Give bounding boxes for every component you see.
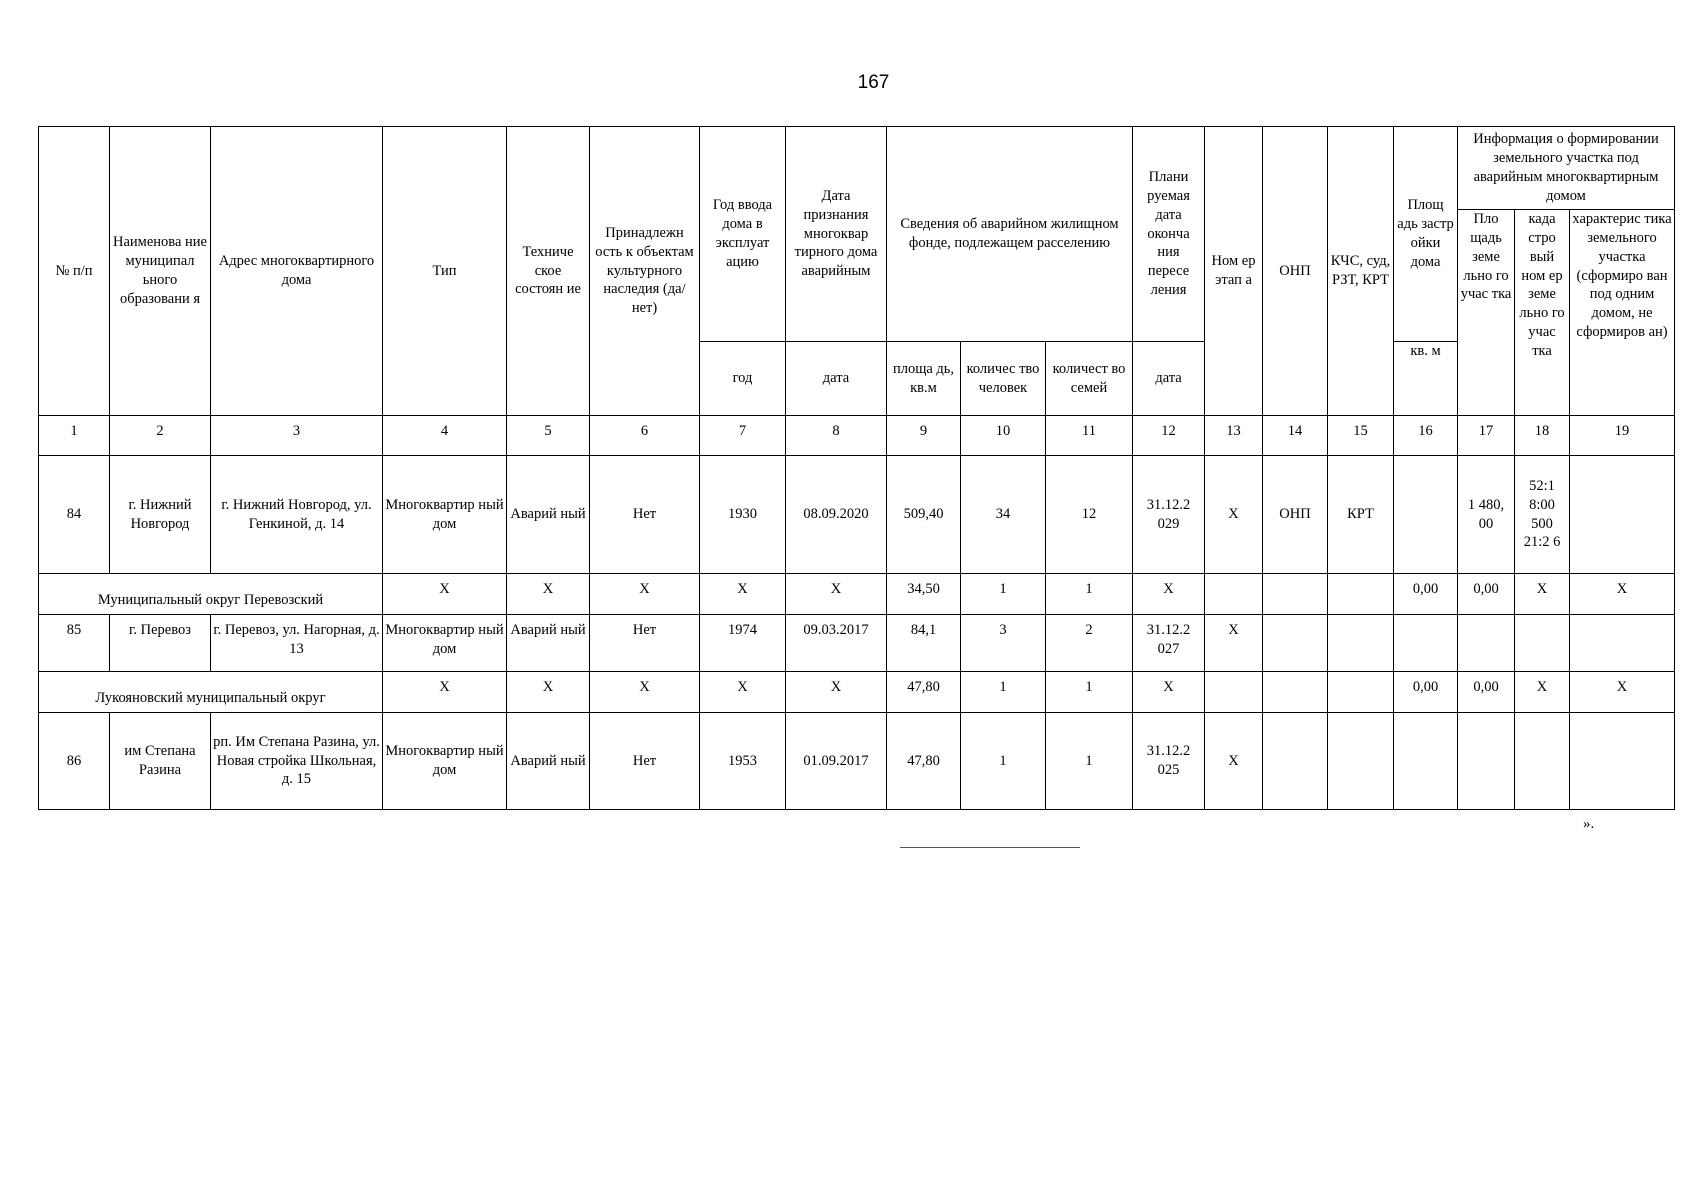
cell-end-date: 31.12.2 029: [1133, 456, 1205, 574]
subheader-date: дата: [786, 342, 887, 416]
cell-year: 1974: [700, 615, 786, 672]
subtotal-cell: 0,00: [1394, 672, 1458, 713]
subtotal-label: Лукояновский муниципальный округ: [39, 672, 383, 713]
cell-heritage: Нет: [590, 713, 700, 810]
table-row: [39, 615, 1675, 672]
closing-quote: ».: [1583, 816, 1595, 832]
separator-line: [900, 847, 1080, 848]
cell-address: г. Перевоз, ул. Нагорная, д. 13: [211, 615, 383, 672]
cell-land-char: [1570, 615, 1675, 672]
header-cadastral: када стро вый ном ер земе льно го учас тка: [1515, 210, 1570, 416]
subtotal-cell: Х: [1133, 672, 1205, 713]
col-number: 7: [700, 416, 786, 456]
col-number: 12: [1133, 416, 1205, 456]
col-number: 4: [383, 416, 507, 456]
subtotal-cell: 1: [1046, 574, 1133, 615]
subtotal-cell: [1205, 574, 1263, 615]
cell-kchs: [1328, 615, 1394, 672]
subheader-area: площа дь, кв.м: [887, 342, 961, 416]
subheader-end-date: дата: [1133, 342, 1205, 416]
cell-number: 85: [39, 615, 110, 672]
header-build-area: Площ адь застр ойки дома: [1394, 127, 1458, 342]
cell-type: Многоквартир ный дом: [383, 615, 507, 672]
subtotal-cell: [1328, 574, 1394, 615]
header-heritage: Принадлежн ость к объектам культурного наследия (да/нет): [590, 127, 700, 416]
cell-heritage: Нет: [590, 456, 700, 574]
cell-kchs: [1328, 713, 1394, 810]
subtotal-cell: Х: [1515, 574, 1570, 615]
col-number: 1: [39, 416, 110, 456]
col-number: 5: [507, 416, 590, 456]
cell-date: 01.09.2017: [786, 713, 887, 810]
cell-area: 47,80: [887, 713, 961, 810]
col-number: 6: [590, 416, 700, 456]
subtotal-cell: Х: [383, 574, 507, 615]
cell-families: 12: [1046, 456, 1133, 574]
subtotal-cell: Х: [383, 672, 507, 713]
subtotal-cell: Х: [786, 574, 887, 615]
header-land-char: характерис тика земельного участка (сформиро ван под одним домом, не сформиров ан): [1570, 210, 1675, 416]
header-year: Год ввода дома в эксплуат ацию: [700, 127, 786, 342]
header-recognition-date: Дата признания многоквар тирного дома аварийным: [786, 127, 887, 342]
cell-end-date: 31.12.2 027: [1133, 615, 1205, 672]
header-planned-end: Плани руемая дата оконча ния пересе ления: [1133, 127, 1205, 342]
cell-date: 08.09.2020: [786, 456, 887, 574]
subtotal-row: [39, 574, 1675, 615]
subheader-families: количест во семей: [1046, 342, 1133, 416]
subtotal-cell: Х: [700, 672, 786, 713]
cell-address: рп. Им Степана Разина, ул. Новая стройка Школьная, д. 15: [211, 713, 383, 810]
cell-municipality: г. Перевоз: [110, 615, 211, 672]
cell-people: 34: [961, 456, 1046, 574]
cell-address: г. Нижний Новгород, ул. Генкиной, д. 14: [211, 456, 383, 574]
cell-end-date: 31.12.2 025: [1133, 713, 1205, 810]
col-number: 8: [786, 416, 887, 456]
cell-land-area: 1 480, 00: [1458, 456, 1515, 574]
cell-state: Аварий ный: [507, 456, 590, 574]
cell-number: 84: [39, 456, 110, 574]
header-municipality: Наименова ние муниципал ьного образовани я: [110, 127, 211, 416]
cell-stage: Х: [1205, 456, 1263, 574]
subtotal-cell: [1263, 672, 1328, 713]
cell-land-area: [1458, 713, 1515, 810]
cell-number: 86: [39, 713, 110, 810]
col-number: 19: [1570, 416, 1675, 456]
header-tech-state: Техниче ское состоян ие: [507, 127, 590, 416]
cell-land-char: [1570, 456, 1675, 574]
subtotal-cell: 47,80: [887, 672, 961, 713]
subheader-build-area-unit: кв. м: [1394, 342, 1458, 416]
cell-kchs: КРТ: [1328, 456, 1394, 574]
cell-stage: Х: [1205, 713, 1263, 810]
subtotal-cell: [1263, 574, 1328, 615]
cell-area: 84,1: [887, 615, 961, 672]
cell-heritage: Нет: [590, 615, 700, 672]
header-land-area: Пло щадь земе льно го учас тка: [1458, 210, 1515, 416]
header-type: Тип: [383, 127, 507, 416]
header-address: Адрес многоквартирного дома: [211, 127, 383, 416]
subtotal-cell: Х: [590, 574, 700, 615]
cell-type: Многоквартир ный дом: [383, 456, 507, 574]
cell-year: 1953: [700, 713, 786, 810]
header-stage: Ном ер этап а: [1205, 127, 1263, 416]
cell-area: 509,40: [887, 456, 961, 574]
col-number: 9: [887, 416, 961, 456]
col-number: 13: [1205, 416, 1263, 456]
subtotal-cell: 1: [961, 574, 1046, 615]
cell-stage: Х: [1205, 615, 1263, 672]
col-number: 2: [110, 416, 211, 456]
subtotal-cell: 0,00: [1458, 574, 1515, 615]
col-number: 14: [1263, 416, 1328, 456]
subheader-people: количес тво человек: [961, 342, 1046, 416]
cell-land-char: [1570, 713, 1675, 810]
subtotal-cell: Х: [1133, 574, 1205, 615]
subtotal-cell: 1: [1046, 672, 1133, 713]
cell-families: 2: [1046, 615, 1133, 672]
cell-onp: ОНП: [1263, 456, 1328, 574]
subtotal-cell: Х: [786, 672, 887, 713]
subtotal-cell: 0,00: [1394, 574, 1458, 615]
subtotal-cell: Х: [1570, 574, 1675, 615]
subtotal-cell: 0,00: [1458, 672, 1515, 713]
header-land-info: Информация о формировании земельного участка под аварийным многоквартирным домом: [1458, 127, 1675, 210]
subtotal-cell: Х: [1515, 672, 1570, 713]
col-number: 11: [1046, 416, 1133, 456]
cell-cadastral: [1515, 615, 1570, 672]
col-number: 16: [1394, 416, 1458, 456]
col-number: 15: [1328, 416, 1394, 456]
cell-municipality: им Степана Разина: [110, 713, 211, 810]
subtotal-cell: Х: [700, 574, 786, 615]
header-number: № п/п: [39, 127, 110, 416]
cell-people: 1: [961, 713, 1046, 810]
table-row: [39, 713, 1675, 810]
col-number: 3: [211, 416, 383, 456]
subtotal-row: [39, 672, 1675, 713]
subheader-year: год: [700, 342, 786, 416]
cell-municipality: г. Нижний Новгород: [110, 456, 211, 574]
header-kchs: КЧС, суд, РЗТ, КРТ: [1328, 127, 1394, 416]
cell-cadastral: 52:1 8:00 500 21:2 6: [1515, 456, 1570, 574]
column-numbers-row: [39, 416, 1675, 456]
subtotal-cell: [1328, 672, 1394, 713]
cell-families: 1: [1046, 713, 1133, 810]
col-number: 17: [1458, 416, 1515, 456]
cell-state: Аварий ный: [507, 615, 590, 672]
subtotal-cell: Х: [507, 574, 590, 615]
cell-onp: [1263, 615, 1328, 672]
cell-people: 3: [961, 615, 1046, 672]
col-number: 10: [961, 416, 1046, 456]
subtotal-label: Муниципальный округ Перевозский: [39, 574, 383, 615]
cell-build-area: [1394, 456, 1458, 574]
subtotal-cell: Х: [1570, 672, 1675, 713]
page-number: 167: [857, 72, 890, 93]
subtotal-cell: [1205, 672, 1263, 713]
cell-date: 09.03.2017: [786, 615, 887, 672]
header-fund-info: Сведения об аварийном жилищном фонде, подлежащем расселению: [887, 127, 1133, 342]
cell-land-area: [1458, 615, 1515, 672]
cell-build-area: [1394, 615, 1458, 672]
col-number: 18: [1515, 416, 1570, 456]
cell-type: Многоквартир ный дом: [383, 713, 507, 810]
cell-year: 1930: [700, 456, 786, 574]
cell-onp: [1263, 713, 1328, 810]
cell-build-area: [1394, 713, 1458, 810]
subtotal-cell: Х: [507, 672, 590, 713]
cell-cadastral: [1515, 713, 1570, 810]
subtotal-cell: 1: [961, 672, 1046, 713]
emergency-housing-table: [38, 126, 1675, 810]
header-onp: ОНП: [1263, 127, 1328, 416]
subtotal-cell: Х: [590, 672, 700, 713]
cell-state: Аварий ный: [507, 713, 590, 810]
subtotal-cell: 34,50: [887, 574, 961, 615]
table-row: [39, 456, 1675, 574]
